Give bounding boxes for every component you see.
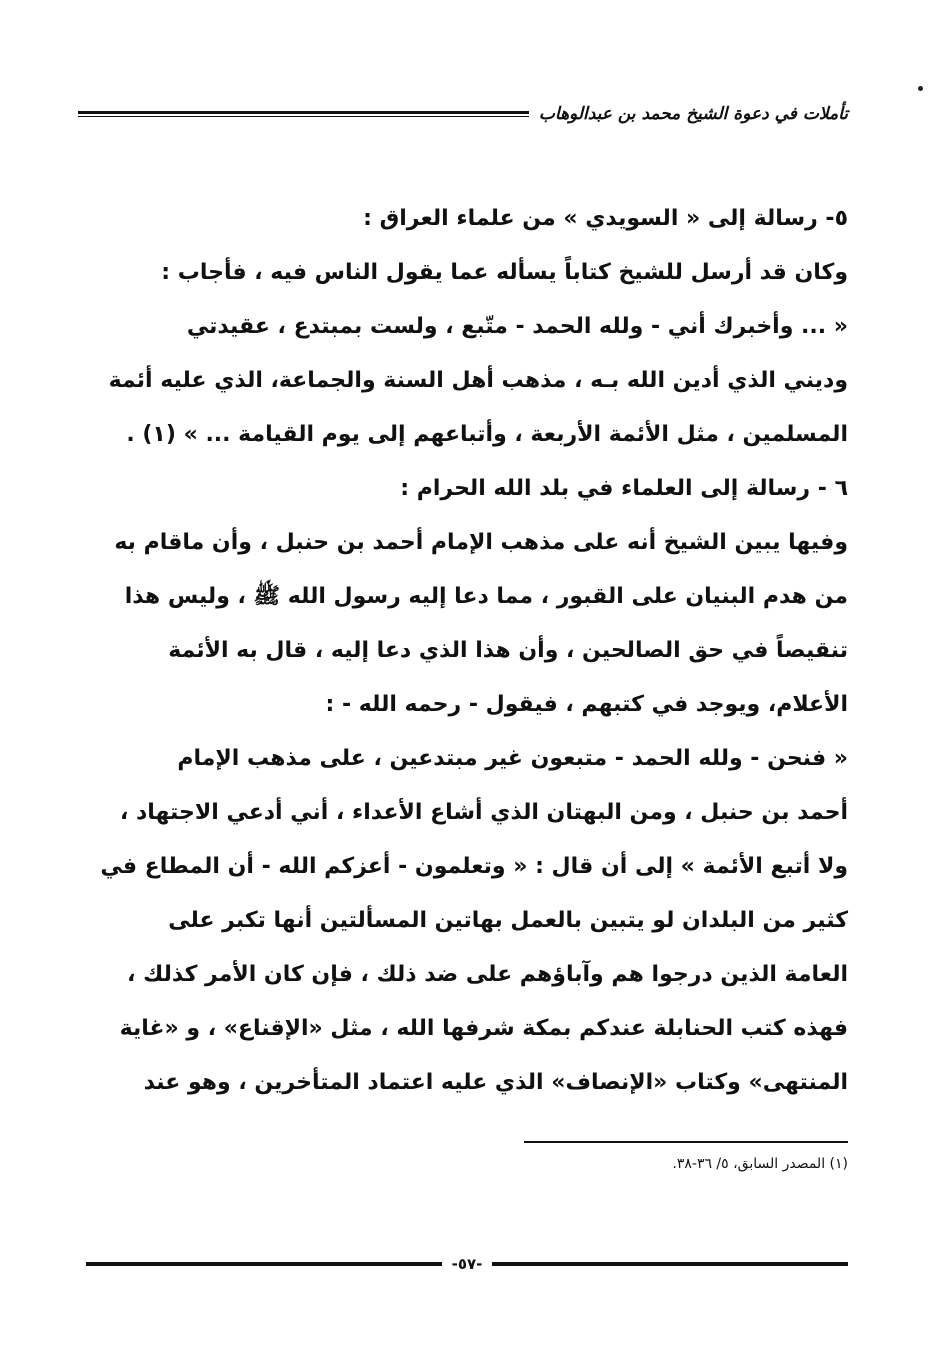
text-line: العامة الذين درجوا هم وآباؤهم على ضد ذلك ، فإن كان الأمر كذلك ، [127,962,848,987]
section-heading: ٥- رسالة إلى « السويدي » من علماء العراق : [363,206,848,231]
text-line: وفيها يبين الشيخ أنه على مذهب الإمام أحمد بن حنبل ، وأن ماقام به [114,530,848,555]
header-rule [78,111,529,117]
footer-rule-right [492,1262,848,1266]
text-line: أحمد بن حنبل ، ومن البهتان الذي أشاع الأعداء ، أني أدعي الاجتهاد ، [119,800,848,825]
text-line: تنقيصاً في حق الصالحين ، وأن هذا الذي دعا إليه ، قال به الأئمة [168,638,848,663]
text-line: فهذه كتب الحنابلة عندكم بمكة شرفها الله ، مثل «الإقناع» ، و «غاية [119,1016,848,1041]
section-heading: ٦ - رسالة إلى العلماء في بلد الله الحرام : [400,476,848,501]
text-line: الأعلام، ويوجد في كتبهم ، فيقول - رحمه الله - : [325,692,848,717]
footer-rule-left [86,1262,442,1266]
text-line: وديني الذي أدين الله بـه ، مذهب أهل السنة والجماعة، الذي عليه أئمة [108,368,848,393]
text-line: ولا أتبع الأئمة » إلى أن قال : « وتعلمون - أعزكم الله - أن المطاع في [100,854,848,879]
page-footer [86,1254,848,1274]
text-line: « ... وأخبرك أني - ولله الحمد - متّبع ، ولست بمبتدع ، عقيدتي [186,314,848,339]
running-title: تأملات في دعوة الشيخ محمد بن عبدالوهاب [538,104,848,124]
text-line: « فنحن - ولله الحمد - متبعون غير مبتدعين ، على مذهب الإمام [177,746,848,771]
text-line: المنتهى» وكتاب «الإنصاف» الذي عليه اعتماد المتأخرين ، وهو عند [143,1070,848,1095]
body-text [78,192,848,1110]
text-line: وكان قد أرسل للشيخ كتاباً يسأله عما يقول الناس فيه ، فأجاب : [161,260,848,285]
text-line: المسلمين ، مثل الأئمة الأربعة ، وأتباعهم إلى يوم القيامة ... » (١) . [126,422,848,447]
running-header [78,96,848,132]
margin-mark [918,86,923,91]
footnote: (١) المصدر السابق، ٥/ ٣٦-٣٨. [672,1156,848,1172]
footnote-rule [524,1141,848,1143]
text-line: من هدم البنيان على القبور ، مما دعا إليه رسول الله ﷺ ، وليس هذا [124,584,848,609]
page-number: -٥٧- [451,1255,483,1273]
text-line: كثير من البلدان لو يتبين بالعمل بهاتين المسألتين أنها تكبر على [168,908,848,933]
